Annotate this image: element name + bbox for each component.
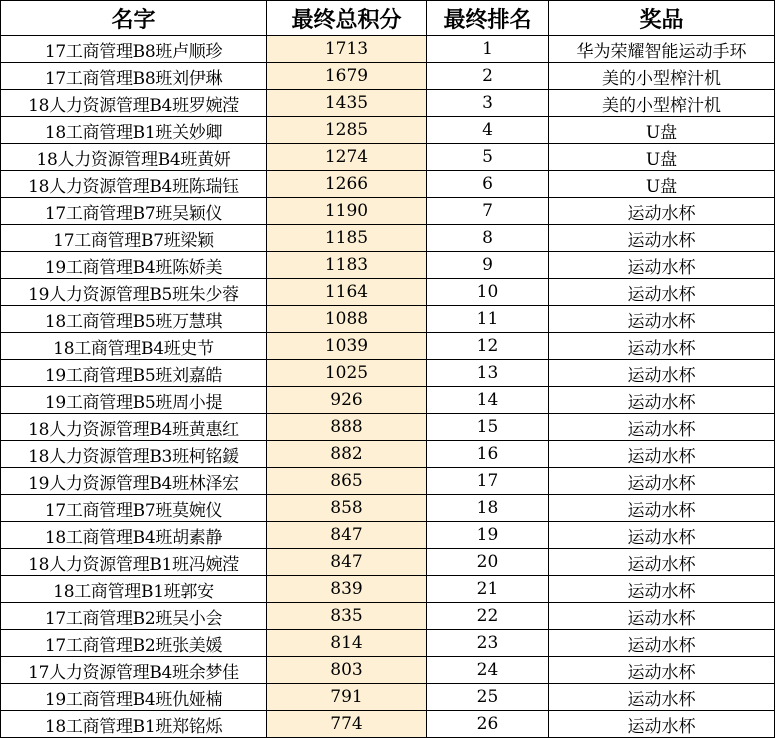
name-cell[interactable]: 17工商管理B7班梁颖 xyxy=(1,225,267,252)
rank-cell[interactable]: 9 xyxy=(427,252,549,279)
rank-cell[interactable]: 12 xyxy=(427,333,549,360)
score-cell[interactable]: 847 xyxy=(267,549,427,576)
prize-cell[interactable]: 运动水杯 xyxy=(549,549,775,576)
score-cell[interactable]: 926 xyxy=(267,387,427,414)
name-cell[interactable]: 17工商管理B8班刘伊琳 xyxy=(1,63,267,90)
table-row xyxy=(1,63,775,90)
rank-cell[interactable]: 5 xyxy=(427,144,549,171)
score-cell[interactable]: 1025 xyxy=(267,360,427,387)
prize-cell[interactable]: U盘 xyxy=(549,171,775,198)
header-score[interactable]: 最终总积分 xyxy=(267,1,427,36)
rank-cell[interactable]: 17 xyxy=(427,468,549,495)
prize-cell[interactable]: 运动水杯 xyxy=(549,279,775,306)
name-cell[interactable]: 17工商管理B8班卢顺珍 xyxy=(1,36,267,63)
prize-cell[interactable]: 运动水杯 xyxy=(549,522,775,549)
prize-cell[interactable]: 华为荣耀智能运动手环 xyxy=(549,36,775,63)
name-cell[interactable]: 18人力资源管理B4班黄妍 xyxy=(1,144,267,171)
header-name[interactable]: 名字 xyxy=(1,1,267,36)
name-cell[interactable]: 19工商管理B4班仇娅楠 xyxy=(1,684,267,711)
score-cell[interactable]: 1679 xyxy=(267,63,427,90)
rank-cell[interactable]: 13 xyxy=(427,360,549,387)
prize-cell[interactable]: U盘 xyxy=(549,117,775,144)
name-cell[interactable]: 18工商管理B1班郭安 xyxy=(1,576,267,603)
score-cell[interactable]: 803 xyxy=(267,657,427,684)
rank-cell[interactable]: 7 xyxy=(427,198,549,225)
prize-cell[interactable]: 运动水杯 xyxy=(549,225,775,252)
rank-cell[interactable]: 19 xyxy=(427,522,549,549)
score-cell[interactable]: 1285 xyxy=(267,117,427,144)
rank-cell[interactable]: 24 xyxy=(427,657,549,684)
score-cell[interactable]: 1190 xyxy=(267,198,427,225)
table-row xyxy=(1,117,775,144)
score-cell[interactable]: 791 xyxy=(267,684,427,711)
rank-cell[interactable]: 22 xyxy=(427,603,549,630)
rank-cell[interactable]: 18 xyxy=(427,495,549,522)
score-cell[interactable]: 1039 xyxy=(267,333,427,360)
name-cell[interactable]: 18工商管理B4班胡素静 xyxy=(1,522,267,549)
name-cell[interactable]: 18人力资源管理B4班陈瑞钰 xyxy=(1,171,267,198)
name-cell[interactable]: 18工商管理B1班郑铭烁 xyxy=(1,711,267,738)
rank-cell[interactable]: 23 xyxy=(427,630,549,657)
rank-cell[interactable]: 16 xyxy=(427,441,549,468)
score-cell[interactable]: 1435 xyxy=(267,90,427,117)
table-row xyxy=(1,522,775,549)
table-row xyxy=(1,495,775,522)
rank-cell[interactable]: 25 xyxy=(427,684,549,711)
prize-cell[interactable]: 运动水杯 xyxy=(549,333,775,360)
table-row xyxy=(1,657,775,684)
table-row xyxy=(1,198,775,225)
name-cell[interactable]: 17工商管理B2班吴小会 xyxy=(1,603,267,630)
table-row xyxy=(1,711,775,738)
score-cell[interactable]: 858 xyxy=(267,495,427,522)
name-cell[interactable]: 17工商管理B2班张美媛 xyxy=(1,630,267,657)
prize-cell[interactable]: 美的小型榨汁机 xyxy=(549,90,775,117)
score-cell[interactable]: 774 xyxy=(267,711,427,738)
table-row xyxy=(1,144,775,171)
prize-cell[interactable]: 运动水杯 xyxy=(549,630,775,657)
rank-cell[interactable]: 21 xyxy=(427,576,549,603)
name-cell[interactable]: 19工商管理B5班周小提 xyxy=(1,387,267,414)
prize-cell[interactable]: 运动水杯 xyxy=(549,711,775,738)
name-cell[interactable]: 19工商管理B5班刘嘉皓 xyxy=(1,360,267,387)
rank-cell[interactable]: 20 xyxy=(427,549,549,576)
table-row xyxy=(1,387,775,414)
table-row xyxy=(1,549,775,576)
table-row xyxy=(1,603,775,630)
table-row xyxy=(1,36,775,63)
prize-cell[interactable]: 运动水杯 xyxy=(549,414,775,441)
prize-cell[interactable]: 运动水杯 xyxy=(549,441,775,468)
score-cell[interactable]: 1266 xyxy=(267,171,427,198)
table-row xyxy=(1,441,775,468)
table-row xyxy=(1,333,775,360)
rank-cell[interactable]: 11 xyxy=(427,306,549,333)
table-row xyxy=(1,576,775,603)
table-row xyxy=(1,414,775,441)
rank-cell[interactable]: 26 xyxy=(427,711,549,738)
name-cell[interactable]: 17工商管理B7班吴颖仪 xyxy=(1,198,267,225)
score-cell[interactable]: 814 xyxy=(267,630,427,657)
name-cell[interactable]: 18人力资源管理B4班黄惠红 xyxy=(1,414,267,441)
score-cell[interactable]: 1274 xyxy=(267,144,427,171)
name-cell[interactable]: 17工商管理B7班莫婉仪 xyxy=(1,495,267,522)
table-row xyxy=(1,225,775,252)
name-cell[interactable]: 19人力资源管理B5班朱少蓉 xyxy=(1,279,267,306)
table-row xyxy=(1,90,775,117)
rank-cell[interactable]: 3 xyxy=(427,90,549,117)
table-body xyxy=(1,36,775,738)
header-prize[interactable]: 奖品 xyxy=(549,1,775,36)
header-rank[interactable]: 最终排名 xyxy=(427,1,549,36)
score-cell[interactable]: 1183 xyxy=(267,252,427,279)
table-row xyxy=(1,306,775,333)
prize-cell[interactable]: 运动水杯 xyxy=(549,468,775,495)
score-cell[interactable]: 1185 xyxy=(267,225,427,252)
rank-cell[interactable]: 14 xyxy=(427,387,549,414)
table-row xyxy=(1,252,775,279)
score-cell[interactable]: 1088 xyxy=(267,306,427,333)
rank-cell[interactable]: 1 xyxy=(427,36,549,63)
prize-cell[interactable]: 运动水杯 xyxy=(549,684,775,711)
rank-cell[interactable]: 8 xyxy=(427,225,549,252)
score-cell[interactable]: 888 xyxy=(267,414,427,441)
score-cell[interactable]: 1713 xyxy=(267,36,427,63)
table-row xyxy=(1,468,775,495)
prize-cell[interactable]: 运动水杯 xyxy=(549,576,775,603)
name-cell[interactable]: 18工商管理B5班万慧琪 xyxy=(1,306,267,333)
table-row xyxy=(1,279,775,306)
name-cell[interactable]: 18人力资源管理B4班罗婉滢 xyxy=(1,90,267,117)
name-cell[interactable]: 18工商管理B4班史节 xyxy=(1,333,267,360)
prize-cell[interactable]: 运动水杯 xyxy=(549,360,775,387)
name-cell[interactable]: 19工商管理B4班陈娇美 xyxy=(1,252,267,279)
rank-cell[interactable]: 15 xyxy=(427,414,549,441)
table-row xyxy=(1,171,775,198)
header-row xyxy=(1,1,775,36)
name-cell[interactable]: 19人力资源管理B4班林泽宏 xyxy=(1,468,267,495)
prize-cell[interactable]: 运动水杯 xyxy=(549,495,775,522)
table-row xyxy=(1,684,775,711)
rank-cell[interactable]: 4 xyxy=(427,117,549,144)
rank-cell[interactable]: 6 xyxy=(427,171,549,198)
name-cell[interactable]: 18工商管理B1班关妙卿 xyxy=(1,117,267,144)
table-row xyxy=(1,630,775,657)
name-cell[interactable]: 17人力资源管理B4班余梦佳 xyxy=(1,657,267,684)
prize-cell[interactable]: 运动水杯 xyxy=(549,387,775,414)
prize-cell[interactable]: 运动水杯 xyxy=(549,306,775,333)
score-cell[interactable]: 865 xyxy=(267,468,427,495)
prize-cell[interactable]: 运动水杯 xyxy=(549,603,775,630)
score-cell[interactable]: 882 xyxy=(267,441,427,468)
score-cell[interactable]: 835 xyxy=(267,603,427,630)
score-cell[interactable]: 839 xyxy=(267,576,427,603)
prize-cell[interactable]: 运动水杯 xyxy=(549,198,775,225)
name-cell[interactable]: 18人力资源管理B3班柯铭鍰 xyxy=(1,441,267,468)
prize-cell[interactable]: U盘 xyxy=(549,144,775,171)
name-cell[interactable]: 18人力资源管理B1班冯婉滢 xyxy=(1,549,267,576)
rank-cell[interactable]: 10 xyxy=(427,279,549,306)
table-row xyxy=(1,360,775,387)
rank-cell[interactable]: 2 xyxy=(427,63,549,90)
prize-cell[interactable]: 美的小型榨汁机 xyxy=(549,63,775,90)
score-cell[interactable]: 1164 xyxy=(267,279,427,306)
prize-cell[interactable]: 运动水杯 xyxy=(549,657,775,684)
prize-cell[interactable]: 运动水杯 xyxy=(549,252,775,279)
score-cell[interactable]: 847 xyxy=(267,522,427,549)
